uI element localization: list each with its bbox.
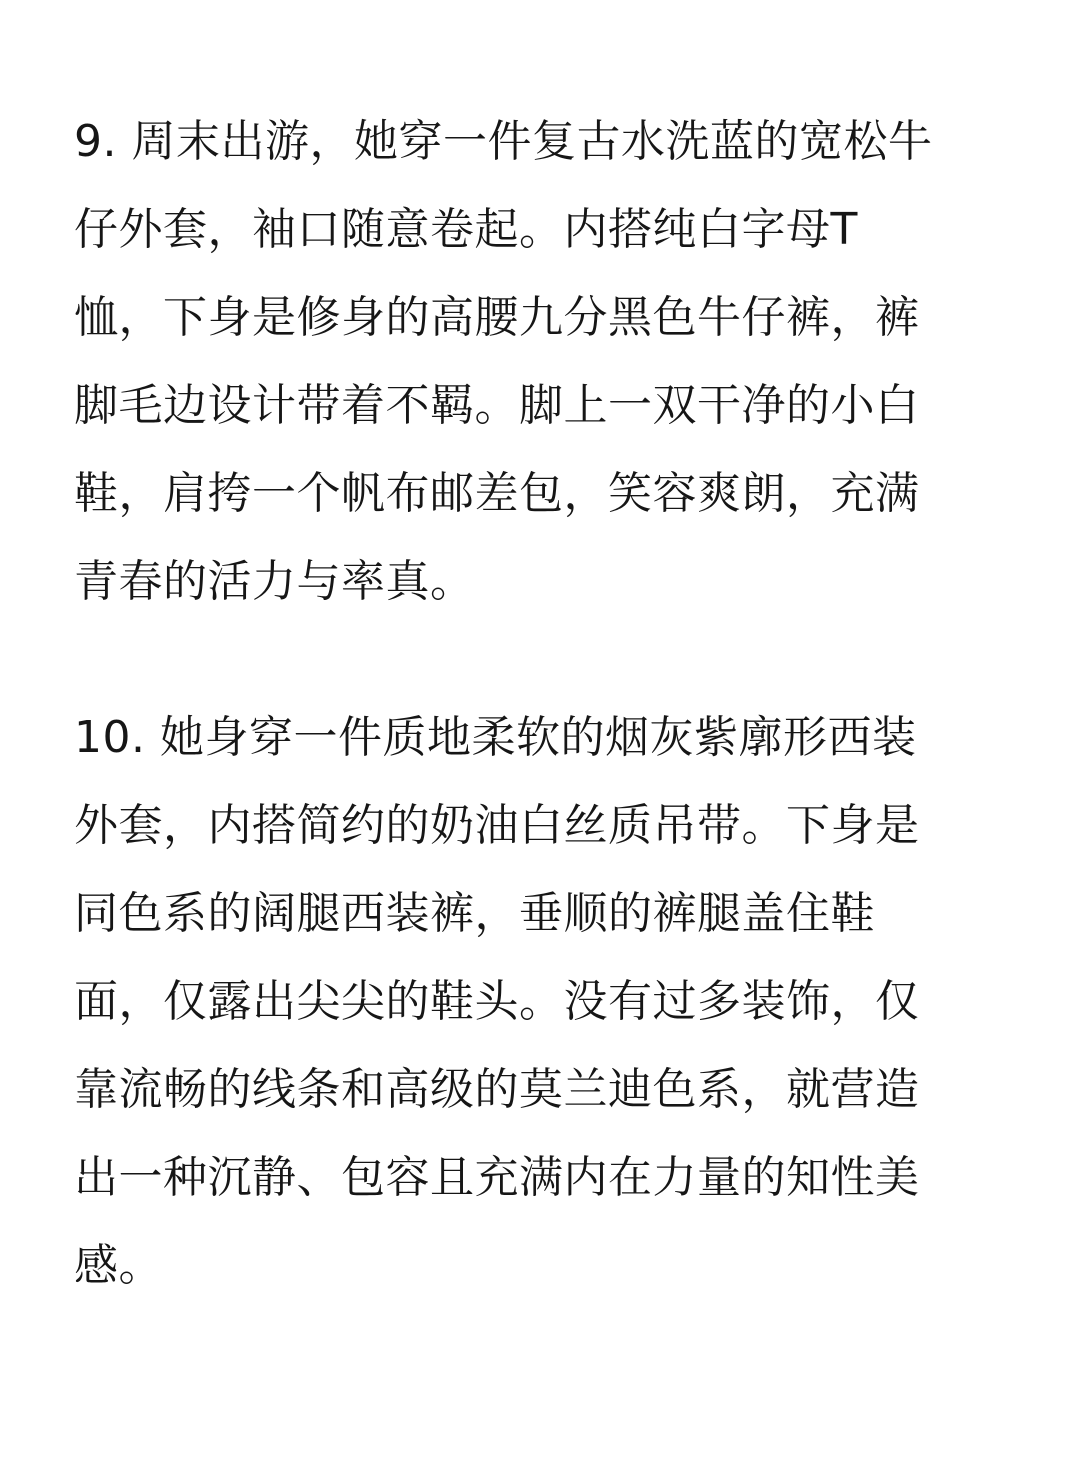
paragraph-line: 靠流畅的线条和高级的莫兰迪色系，就营造 <box>74 1064 920 1115</box>
paragraph-9 <box>74 98 1014 626</box>
paragraph-line: 青春的活力与率真。 <box>74 556 475 607</box>
paragraph-line: 脚毛边设计带着不羁。脚上一双干净的小白 <box>74 380 920 431</box>
paragraph-line: 恤，下身是修身的高腰九分黑色牛仔裤，裤 <box>74 292 920 343</box>
paragraph-line: 同色系的阔腿西装裤，垂顺的裤腿盖住鞋 <box>74 888 875 939</box>
paragraph-line: 出一种沉静、包容且充满内在力量的知性美 <box>74 1152 920 1203</box>
paragraph-10 <box>74 694 1014 1310</box>
paragraph-line: 外套，内搭简约的奶油白丝质吊带。下身是 <box>74 800 920 851</box>
paragraph-line: 鞋，肩挎一个帆布邮差包，笑容爽朗，充满 <box>74 468 920 519</box>
paragraph-line: 感。 <box>74 1240 163 1291</box>
paragraph-line: 10. 她身穿一件质地柔软的烟灰紫廓形西装 <box>74 712 917 763</box>
paragraph-line: 面，仅露出尖尖的鞋头。没有过多装饰，仅 <box>74 976 920 1027</box>
paragraph-line: 9. 周末出游，她穿一件复古水洗蓝的宽松牛 <box>74 116 933 167</box>
paragraph-line: 仔外套，袖口随意卷起。内搭纯白字母T <box>74 204 858 255</box>
